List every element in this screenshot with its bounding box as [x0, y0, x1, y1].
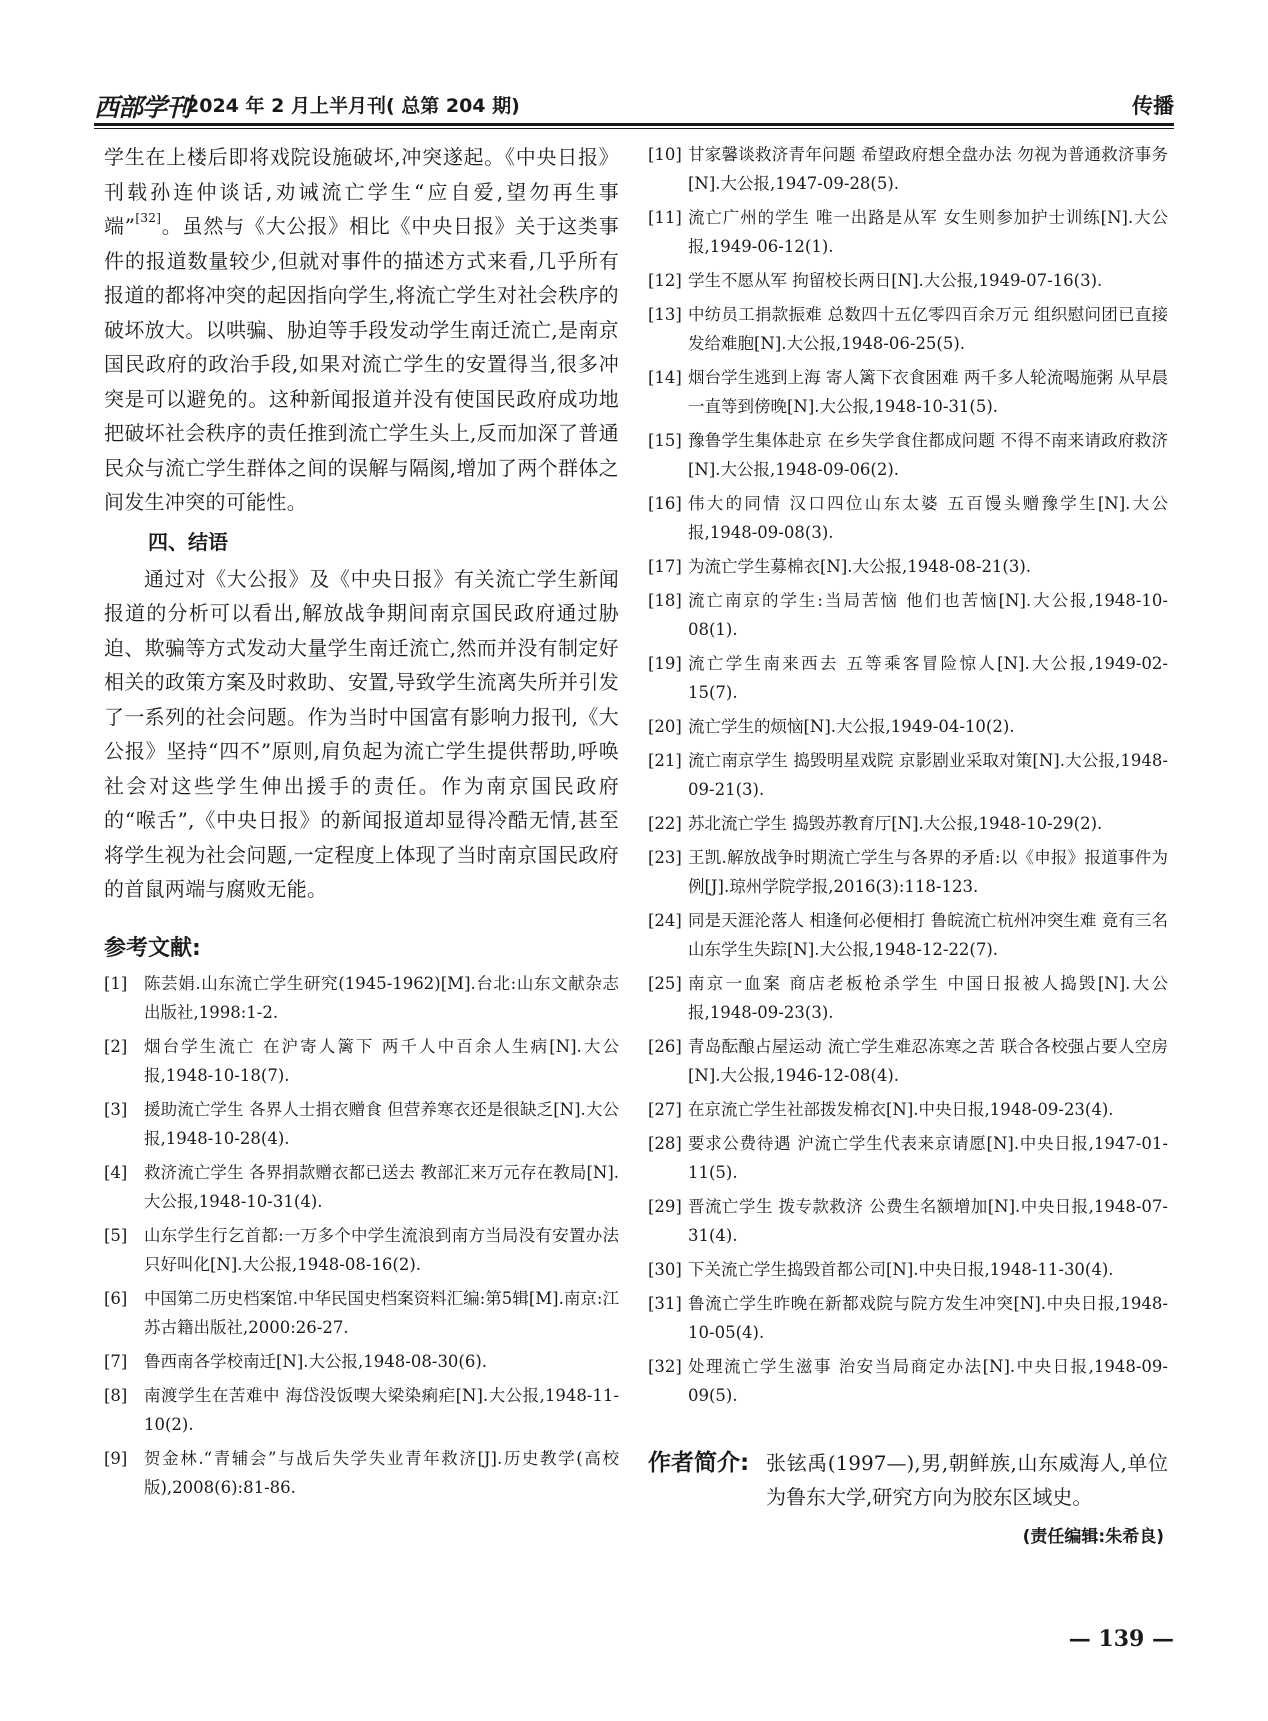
reference-number: [23]: [648, 848, 682, 867]
reference-number: [3]: [104, 1099, 128, 1119]
reference-text: 处理流亡学生滋事 治安当局商定办法[N].中央日报,1948-09-09(5).: [688, 1357, 1168, 1405]
reference-number: [26]: [648, 1037, 682, 1056]
reference-text: 烟台学生流亡 在沪寄人篱下 两千人中百余人生病[N].大公报,1948-10-18(7).: [144, 1036, 619, 1085]
body-paragraph-1: [104, 140, 619, 520]
reference-number: [15]: [648, 431, 682, 450]
reference-number: [22]: [648, 814, 682, 833]
reference-number: [11]: [648, 208, 682, 227]
issue-info: 2024 年 2 月上半月刊( 总第 204 期): [186, 95, 520, 117]
reference-text: 鲁西南各学校南迁[N].大公报,1948-08-30(6).: [144, 1351, 488, 1371]
reference-number: [8]: [104, 1385, 128, 1405]
reference-text: 援助流亡学生 各界人士捐衣赠食 但营养寒衣还是很缺乏[N].大公报,1948-10-28(4).: [144, 1099, 619, 1148]
reference-number: [7]: [104, 1351, 128, 1371]
reference-item: [648, 746, 1168, 804]
reference-text: 流亡学生南来西去 五等乘客冒险惊人[N].大公报,1949-02-15(7).: [688, 654, 1168, 702]
author-label: 作者简介:: [648, 1450, 750, 1476]
reference-text: 下关流亡学生捣毁首都公司[N].中央日报,1948-11-30(4).: [688, 1260, 1114, 1279]
header-rule-thick: [94, 123, 1174, 126]
reference-item: [648, 712, 1168, 741]
reference-item: [648, 552, 1168, 581]
reference-text: 学生不愿从军 拘留校长两日[N].大公报,1949-07-16(3).: [688, 271, 1103, 290]
reference-item: [104, 1158, 619, 1216]
reference-item: [104, 1381, 619, 1439]
reference-number: [19]: [648, 654, 682, 673]
reference-text: 陈芸娟.山东流亡学生研究(1945-1962)[M].台北:山东文献杂志出版社,1998:1-2.: [144, 973, 619, 1022]
reference-text: 苏北流亡学生 捣毁苏教育厅[N].大公报,1948-10-29(2).: [688, 814, 1103, 833]
reference-number: [5]: [104, 1225, 128, 1245]
reference-item: [648, 266, 1168, 295]
reference-number: [32]: [648, 1357, 682, 1376]
reference-item: [648, 1289, 1168, 1347]
paragraph-1-rest: 。虽然与《大公报》相比《中央日报》关于这类事件的报道数量较少,但就对事件的描述方式来看,几乎所有报道的都将冲突的起因指向学生,将流亡学生对社会秩序的破坏放大。以哄骗、胁迫等手段发动学生南迁流亡,是南京国民政府的政治手段,如果对流亡学生的安置得当,很多冲突是可以避免的。这种新闻报道并没有使国民政府成功地把破坏社会秩序的责任推到流亡学生头上,反而加深了普通民众与流亡学生群体之间的误解与隔阂,增加了两个群体之间发生冲突的可能性。: [104, 214, 619, 514]
reference-item: [648, 1352, 1168, 1410]
reference-text: 豫鲁学生集体赴京 在乡失学食住都成问题 不得不南来请政府救济[N].大公报,1948-09-06(2).: [688, 431, 1168, 479]
reference-number: [4]: [104, 1162, 128, 1182]
left-column: [104, 140, 619, 1507]
reference-text: 流亡学生的烦恼[N].大公报,1949-04-10(2).: [688, 717, 1015, 736]
reference-item: [648, 906, 1168, 964]
reference-item: [104, 1444, 619, 1502]
reference-text: 为流亡学生募棉衣[N].大公报,1948-08-21(3).: [688, 557, 1032, 576]
reference-text: 流亡广州的学生 唯一出路是从军 女生则参加护士训练[N].大公报,1949-06-12(1).: [688, 208, 1168, 256]
reference-text: 甘家馨谈救济青年问题 希望政府想全盘办法 勿视为普通救济事务[N].大公报,1947-09-28(5).: [688, 145, 1168, 193]
references-list-right: [648, 140, 1168, 1410]
reference-number: [18]: [648, 591, 682, 610]
reference-number: [1]: [104, 973, 128, 993]
reference-number: [9]: [104, 1448, 128, 1468]
reference-item: [104, 1347, 619, 1376]
reference-number: [27]: [648, 1100, 682, 1119]
reference-number: [6]: [104, 1288, 128, 1308]
reference-number: [31]: [648, 1294, 682, 1313]
reference-item: [648, 426, 1168, 484]
page-header: [94, 86, 1174, 126]
right-column: [648, 140, 1168, 1547]
reference-item: [648, 1032, 1168, 1090]
author-bio: [648, 1446, 1168, 1514]
section-heading: 四、结语: [148, 529, 228, 554]
responsible-editor: (责任编辑:朱希良): [1022, 1527, 1164, 1547]
reference-item: [104, 1221, 619, 1279]
reference-number: [24]: [648, 911, 682, 930]
page-number: — 139 —: [1068, 1626, 1174, 1652]
reference-text: 同是天涯沦落人 相逢何必便相打 鲁皖流亡杭州冲突生难 竟有三名山东学生失踪[N].大公报,1948-12-22(7).: [688, 911, 1168, 959]
reference-item: [648, 363, 1168, 421]
reference-number: [16]: [648, 494, 682, 513]
reference-number: [2]: [104, 1036, 128, 1056]
reference-item: [648, 969, 1168, 1027]
reference-text: 流亡南京学生 捣毁明星戏院 京影剧业采取对策[N].大公报,1948-09-21(3).: [688, 751, 1168, 799]
reference-number: [10]: [648, 145, 682, 164]
body-paragraph-2: 通过对《大公报》及《中央日报》有关流亡学生新闻报道的分析可以看出,解放战争期间南京国民政府通过胁迫、欺骗等方式发动大量学生南迁流亡,然而并没有制定好相关的政策方案及时救助、安置,导致学生流离失所并引发了一系列的社会问题。作为当时中国富有影响力报刊,《大公报》坚持“四不”原则,肩负起为流亡学生提供帮助,呼唤社会对这些学生伸出援手的责任。作为南京国民政府的“喉舌”,《中央日报》的新闻报道却显得冷酷无情,甚至将学生视为社会问题,一定程度上体现了当时南京国民政府的首鼠两端与腐败无能。: [104, 566, 619, 901]
reference-text: 救济流亡学生 各界捐款赠衣都已送去 教部汇来万元存在教局[N].大公报,1948-10-31(4).: [144, 1162, 619, 1211]
reference-text: 鲁流亡学生昨晚在新都戏院与院方发生冲突[N].中央日报,1948-10-05(4).: [688, 1294, 1168, 1342]
reference-item: [648, 1129, 1168, 1187]
reference-text: 烟台学生逃到上海 寄人篱下衣食困难 两千多人轮流喝施粥 从早晨一直等到傍晚[N].大公报,1948-10-31(5).: [688, 368, 1168, 416]
reference-number: [25]: [648, 974, 682, 993]
reference-number: [17]: [648, 557, 682, 576]
reference-text: 南渡学生在苦难中 海岱没饭喫大梁染痢疟[N].大公报,1948-11-10(2).: [144, 1385, 619, 1434]
paragraph-1-text: 学生在上楼后即将戏院设施破坏,冲突遂起。《中央日报》刊载孙连仲谈话,劝诫流亡学生“应自爱,望勿再生事端”: [104, 145, 619, 238]
reference-number: [29]: [648, 1197, 682, 1216]
reference-text: 流亡南京的学生:当局苦恼 他们也苦恼[N].大公报,1948-10-08(1).: [688, 591, 1168, 639]
reference-item: [648, 203, 1168, 261]
reference-text: 要求公费待遇 沪流亡学生代表来京请愿[N].中央日报,1947-01-11(5).: [688, 1134, 1168, 1182]
reference-text: 伟大的同情 汉口四位山东太婆 五百馒头赠豫学生[N].大公报,1948-09-08(3).: [688, 494, 1168, 542]
reference-text: 贺金林.“青辅会”与战后失学失业青年救济[J].历史教学(高校版),2008(6):81-86.: [144, 1448, 619, 1497]
reference-number: [21]: [648, 751, 682, 770]
reference-number: [14]: [648, 368, 682, 387]
reference-item: [648, 140, 1168, 198]
section-label: 传播: [1132, 94, 1174, 118]
reference-item: [648, 809, 1168, 838]
reference-item: [648, 649, 1168, 707]
reference-number: [20]: [648, 717, 682, 736]
author-text: 张铉禹(1997—),男,朝鲜族,山东威海人,单位为鲁东大学,研究方向为胶东区域史。: [766, 1451, 1168, 1509]
reference-text: 晋流亡学生 拨专款救济 公费生名额增加[N].中央日报,1948-07-31(4).: [688, 1197, 1168, 1245]
reference-item: [648, 489, 1168, 547]
reference-text: 青岛酝酿占屋运动 流亡学生难忍冻寒之苦 联合各校强占要人空房[N].大公报,1946-12-08(4).: [688, 1037, 1168, 1085]
reference-number: [13]: [648, 305, 682, 324]
reference-item: [104, 1032, 619, 1090]
header-rule-thin: [94, 128, 1174, 129]
reference-item: [104, 1284, 619, 1342]
reference-item: [648, 1095, 1168, 1124]
reference-text: 山东学生行乞首都:一万多个中学生流浪到南方当局没有安置办法只好叫化[N].大公报,1948-08-16(2).: [144, 1225, 619, 1274]
reference-text: 中纺员工捐款振难 总数四十五亿零四百余万元 组织慰问团已直接发给难胞[N].大公报,1948-06-25(5).: [688, 305, 1168, 353]
reference-text: 南京一血案 商店老板枪杀学生 中国日报被人捣毁[N].大公报,1948-09-23(3).: [688, 974, 1168, 1022]
reference-item: [648, 586, 1168, 644]
reference-item: [648, 843, 1168, 901]
reference-item: [648, 1192, 1168, 1250]
reference-text: 王凯.解放战争时期流亡学生与各界的矛盾:以《申报》报道事件为例[J].琼州学院学报,2016(3):118-123.: [688, 848, 1168, 896]
references-title: 参考文献:: [104, 935, 201, 961]
reference-number: [28]: [648, 1134, 682, 1153]
reference-item: [648, 300, 1168, 358]
reference-item: [104, 1095, 619, 1153]
reference-text: 在京流亡学生社部拨发棉衣[N].中央日报,1948-09-23(4).: [688, 1100, 1114, 1119]
reference-number: [30]: [648, 1260, 682, 1279]
reference-text: 中国第二历史档案馆.中华民国史档案资料汇编:第5辑[M].南京:江苏古籍出版社,2000:26-27.: [144, 1288, 619, 1337]
references-list-left: [104, 969, 619, 1502]
citation-superscript: [32]: [135, 211, 162, 225]
journal-logo: 西部学刊: [94, 93, 191, 122]
reference-item: [648, 1255, 1168, 1284]
reference-item: [104, 969, 619, 1027]
reference-number: [12]: [648, 271, 682, 290]
